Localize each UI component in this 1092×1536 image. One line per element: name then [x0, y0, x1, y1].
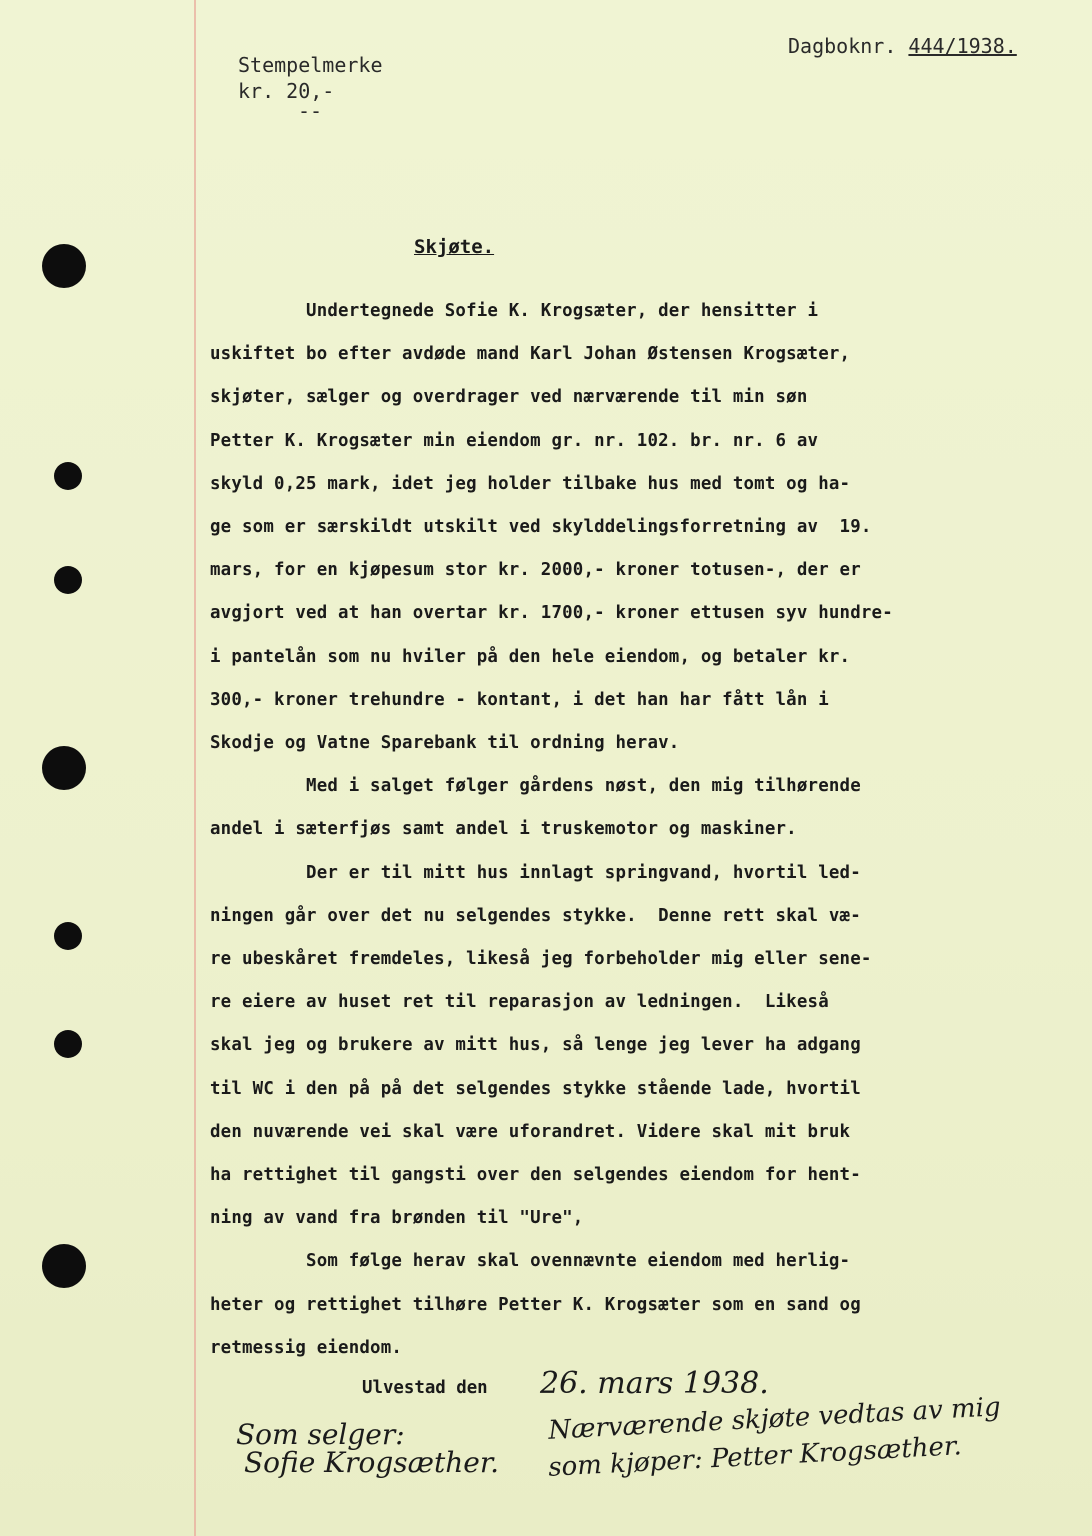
deed-line: heter og rettighet tilhøre Petter K. Krogsæter som en sand og: [210, 1294, 861, 1315]
punch-hole: [54, 922, 82, 950]
deed-line: Petter K. Krogsæter min eiendom gr. nr. 102. br. nr. 6 av: [210, 430, 819, 451]
deed-line: Skodje og Vatne Sparebank til ordning herav.: [210, 733, 680, 754]
journal-number: [788, 34, 1017, 58]
punch-hole: [54, 1030, 82, 1058]
deed-line: re eiere av huset ret til reparasjon av ledningen. Likeså: [210, 992, 829, 1013]
stamp-dash: --: [298, 99, 323, 123]
deed-line: ningen går over det nu selgendes stykke. Denne rett skal væ-: [210, 905, 861, 926]
punch-hole: [42, 244, 86, 288]
place-date-line: Ulvestad den: [362, 1378, 488, 1398]
deed-line: retmessig eiendom.: [210, 1337, 403, 1358]
seller-label: Som selger:: [236, 1418, 405, 1451]
deed-line: andel i sæterfjøs samt andel i truskemotor og maskiner.: [210, 819, 797, 840]
punch-hole: [54, 462, 82, 490]
deed-line: skyld 0,25 mark, idet jeg holder tilbake hus med tomt og ha-: [210, 473, 851, 494]
buyer-acceptance-line-2: som kjøper: Petter Krogsæther.: [547, 1431, 963, 1483]
deed-line: skal jeg og brukere av mitt hus, så lenge jeg lever ha adgang: [210, 1035, 861, 1056]
deed-line: ha rettighet til gangsti over den selgendes eiendom for hent-: [210, 1165, 861, 1186]
deed-line: ge som er særskildt utskilt ved skylddelingsforretning av 19.: [210, 517, 872, 538]
deed-line: mars, for en kjøpesum stor kr. 2000,- kroner totusen-, der er: [210, 560, 861, 581]
handwritten-date: 26. mars 1938.: [540, 1366, 769, 1401]
deed-line: avgjort ved at han overtar kr. 1700,- kroner ettusen syv hundre-: [210, 603, 893, 624]
document-title: Skjøte.: [414, 236, 495, 258]
stamp-line-2: kr. 20,-: [238, 79, 335, 103]
deed-line: ning av vand fra brønden til "Ure",: [210, 1208, 584, 1229]
deed-line: Med i salget følger gårdens nøst, den mig tilhørende: [210, 776, 861, 797]
deed-body: [210, 290, 1010, 1370]
margin-line: [194, 0, 196, 1536]
deed-line: den nuværende vei skal være uforandret. Videre skal mit bruk: [210, 1121, 851, 1142]
deed-line: til WC i den på på det selgendes stykke stående lade, hvortil: [210, 1078, 861, 1099]
deed-line: Undertegnede Sofie K. Krogsæter, der hensitter i: [210, 301, 819, 321]
punch-hole: [54, 566, 82, 594]
buyer-acceptance-line-1: Nærværende skjøte vedtas av mig: [547, 1392, 1002, 1446]
seller-signature: Sofie Krogsæther.: [244, 1446, 500, 1479]
punch-hole: [42, 746, 86, 790]
deed-line: Som følge herav skal ovennævnte eiendom med herlig-: [210, 1251, 851, 1272]
deed-line: re ubeskåret fremdeles, likeså jeg forbeholder mig eller sene-: [210, 949, 872, 970]
stamp-duty-note: [238, 52, 383, 123]
deed-line: skjøter, sælger og overdrager ved nærværende til min søn: [210, 387, 808, 408]
punch-hole: [42, 1244, 86, 1288]
deed-line: Der er til mitt hus innlagt springvand, hvortil led-: [210, 862, 861, 883]
stamp-line-1: Stempelmerke: [238, 53, 383, 77]
deed-line: uskiftet bo efter avdøde mand Karl Johan Østensen Krogsæter,: [210, 344, 851, 365]
journal-value: 444/1938.: [908, 34, 1017, 58]
deed-line: 300,- kroner trehundre - kontant, i det han har fått lån i: [210, 689, 829, 710]
journal-label: Dagboknr.: [788, 34, 897, 58]
deed-line: i pantelån som nu hviler på den hele eiendom, og betaler kr.: [210, 646, 851, 667]
